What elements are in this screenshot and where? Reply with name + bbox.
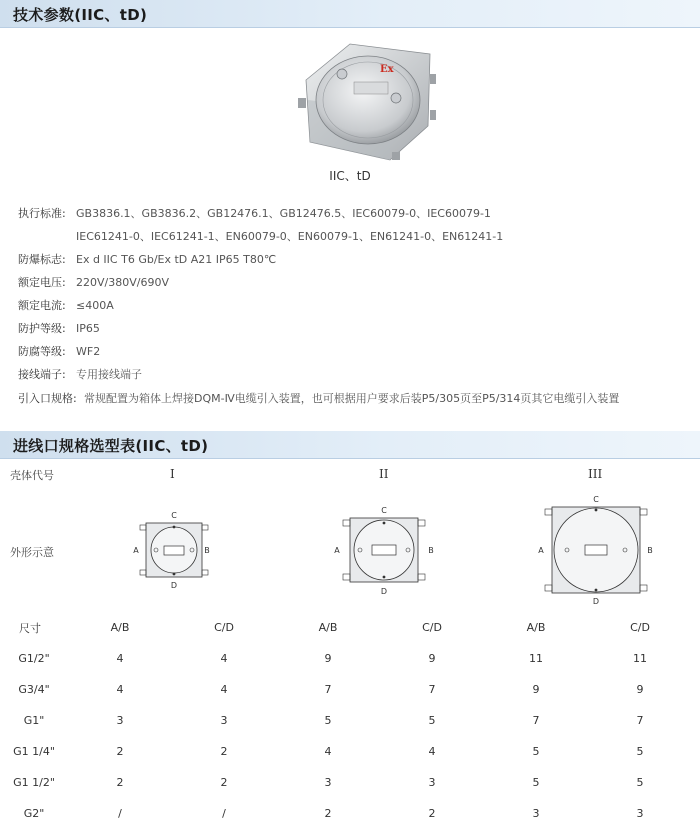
table-cell: / — [118, 807, 122, 820]
table-cell: 2 — [116, 745, 124, 758]
table-cell: 7 — [636, 714, 644, 727]
table-cell: 11 — [529, 652, 543, 665]
shell-diagram-3 — [537, 493, 655, 607]
table-cell: 3 — [428, 776, 436, 789]
table-cell: G1 1/2" — [13, 776, 55, 789]
table-cell: 3 — [532, 807, 540, 820]
spec-ex-marking — [18, 251, 276, 267]
table-cell: 3 — [116, 714, 124, 727]
spec-value: GB3836.1、GB3836.2、GB12476.1、GB12476.5、IEC60079-0、IEC60079-1 — [76, 207, 491, 220]
spec-voltage — [18, 274, 169, 290]
spec-terminal — [18, 366, 142, 382]
table-cell: 4 — [428, 745, 436, 758]
spec-key: 引入口规格: — [18, 392, 77, 405]
table-cell: 2 — [324, 807, 332, 820]
table-row — [0, 736, 692, 767]
spec-value: 常规配置为箱体上焊接DQM-Ⅳ电缆引入装置，也可根据用户要求后装P5/305页至P5/314页其它电缆引入装置 — [84, 392, 620, 405]
spec-key: 防爆标志: — [18, 253, 66, 266]
spec-key: 防腐等级: — [18, 345, 66, 358]
shape-label: 外形示意 — [10, 546, 54, 559]
table-cell: 3 — [324, 776, 332, 789]
spec-value: 220V/380V/690V — [76, 276, 169, 289]
table-cell: G3/4" — [18, 683, 50, 696]
shell-code-3: III — [588, 467, 603, 481]
table-cell: 2 — [220, 745, 228, 758]
table-cell: 4 — [220, 683, 228, 696]
section-header-tech-params — [0, 0, 700, 28]
shell-code-2: II — [379, 467, 389, 481]
table-cell: 4 — [324, 745, 332, 758]
section-title: 进线口规格选型表(IIC、tD) — [13, 437, 209, 455]
table-row — [0, 798, 692, 829]
spec-key: 防护等级: — [18, 322, 66, 335]
table-cell: 5 — [532, 776, 540, 789]
shell-diagram-2 — [332, 502, 436, 598]
table-cell: 2 — [116, 776, 124, 789]
spec-value: Ex d IIC T6 Gb/Ex tD A21 IP65 T80℃ — [76, 253, 277, 266]
letter-d: D — [592, 597, 600, 606]
table-header-cell: C/D — [630, 621, 650, 634]
spec-value: WF2 — [76, 345, 101, 358]
table-cell: 9 — [532, 683, 540, 696]
letter-b: B — [428, 546, 434, 555]
table-row — [0, 767, 692, 798]
spec-anticorrosion — [18, 343, 100, 359]
spec-cable-entry — [18, 390, 619, 406]
table-row — [0, 705, 692, 736]
shell-diagram-1 — [132, 508, 216, 594]
spec-standards-cont — [18, 228, 503, 244]
section-header-selection — [0, 431, 700, 459]
spec-value: IEC61241-0、IEC61241-1、EN60079-0、EN60079-1、EN61241-0、EN61241-1 — [76, 230, 504, 243]
table-header-cell: C/D — [422, 621, 442, 634]
section-title: 技术参数(IIC、tD) — [13, 6, 148, 24]
table-cell: 4 — [220, 652, 228, 665]
letter-c: C — [593, 495, 599, 504]
table-cell: 11 — [633, 652, 647, 665]
table-cell: G2" — [23, 807, 45, 820]
spec-protection — [18, 320, 100, 336]
table-cell: 2 — [220, 776, 228, 789]
spec-key: 额定电压: — [18, 276, 66, 289]
table-cell: 5 — [532, 745, 540, 758]
table-cell: 5 — [428, 714, 436, 727]
product-photo — [296, 40, 438, 162]
table-cell: G1 1/4" — [13, 745, 55, 758]
table-row — [0, 674, 692, 705]
table-cell: 5 — [324, 714, 332, 727]
spec-value: IP65 — [76, 322, 100, 335]
photo-caption: IIC、tD — [329, 169, 371, 183]
letter-a: A — [133, 546, 139, 555]
table-header-cell: C/D — [214, 621, 234, 634]
table-cell: 3 — [220, 714, 228, 727]
spec-key: 执行标准: — [18, 207, 66, 220]
table-header-cell: 尺寸 — [19, 621, 41, 635]
table-cell: 9 — [636, 683, 644, 696]
spec-value: 专用接线端子 — [76, 368, 142, 381]
table-header-cell: A/B — [318, 621, 338, 634]
letter-c: C — [171, 511, 177, 520]
table-cell: 7 — [428, 683, 436, 696]
letter-d: D — [170, 581, 178, 590]
table-header-row — [0, 612, 692, 643]
table-cell: 9 — [324, 652, 332, 665]
spec-key: 额定电流: — [18, 299, 66, 312]
table-cell: / — [222, 807, 226, 820]
letter-d: D — [380, 587, 388, 596]
spec-standards — [18, 205, 491, 221]
table-cell: G1/2" — [18, 652, 50, 665]
spec-key: 接线端子: — [18, 368, 66, 381]
ex-marking: Ex — [380, 64, 394, 75]
table-cell: 2 — [428, 807, 436, 820]
table-cell: G1" — [23, 714, 45, 727]
letter-b: B — [204, 546, 210, 555]
letter-b: B — [647, 546, 653, 555]
table-header-cell: A/B — [110, 621, 130, 634]
table-cell: 5 — [636, 745, 644, 758]
shell-code-label: 壳体代号 — [10, 469, 54, 482]
table-row — [0, 643, 692, 674]
table-cell: 5 — [636, 776, 644, 789]
table-cell: 7 — [532, 714, 540, 727]
letter-c: C — [381, 506, 387, 515]
letter-a: A — [538, 546, 544, 555]
table-cell: 4 — [116, 652, 124, 665]
entry-size-table — [0, 612, 692, 829]
shell-code-1: I — [170, 467, 175, 481]
table-cell: 7 — [324, 683, 332, 696]
spec-current — [18, 297, 114, 313]
letter-a: A — [334, 546, 340, 555]
table-cell: 4 — [116, 683, 124, 696]
spec-value: ≤400A — [76, 299, 114, 312]
table-header-cell: A/B — [526, 621, 546, 634]
table-cell: 3 — [636, 807, 644, 820]
table-cell: 9 — [428, 652, 436, 665]
